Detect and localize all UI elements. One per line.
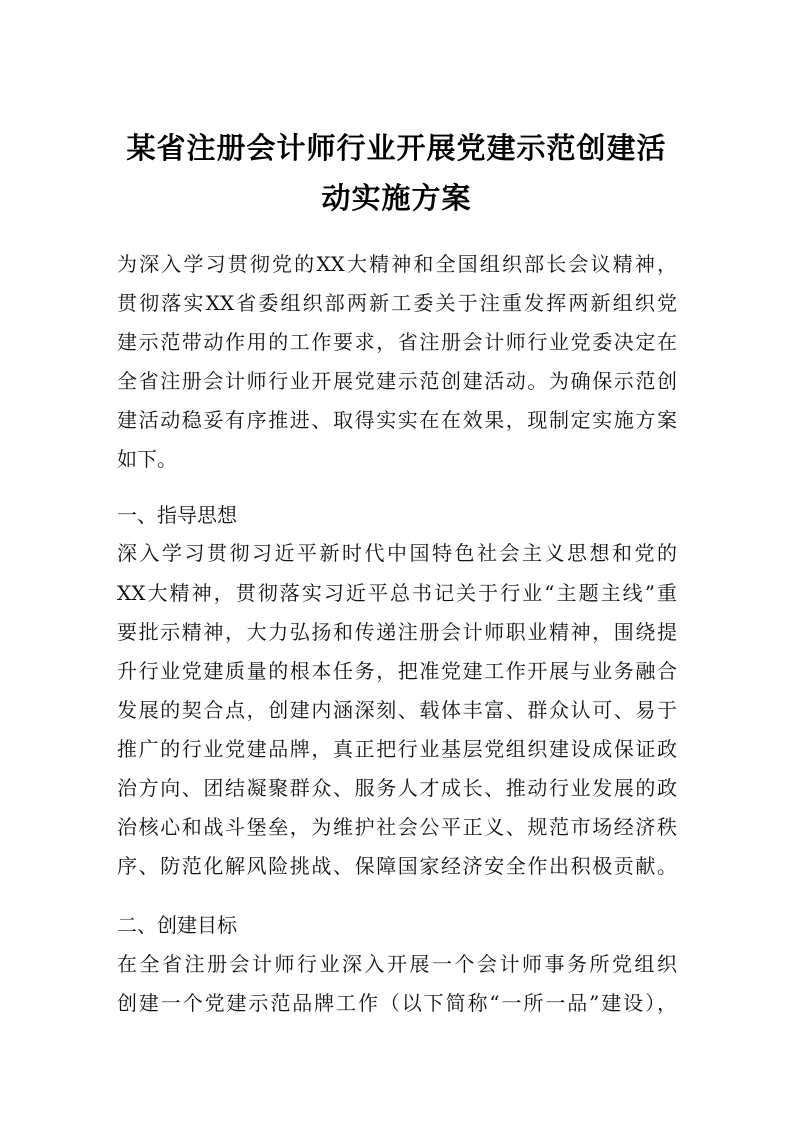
body-line: 建示范带动作用的工作要求，省注册会计师行业党委决定在 — [117, 330, 677, 354]
body-line: 深入学习贯彻习近平新时代中国特色社会主义思想和党的 — [117, 541, 677, 565]
body-line: 建活动稳妥有序推进、取得实实在在效果，现制定实施方案 — [117, 408, 677, 432]
section-heading: 一、指导思想 — [117, 503, 237, 527]
body-line: 贯彻落实XX省委组织部两新工委关于注重发挥两新组织党 — [117, 291, 677, 315]
body-line: 推广的行业党建品牌，真正把行业基层党组织建设成保证政 — [117, 737, 677, 761]
body-line: 为深入学习贯彻党的XX大精神和全国组织部长会议精神， — [117, 252, 677, 276]
body-line: 如下。 — [117, 447, 177, 471]
body-line: 升行业党建质量的根本任务，把准党建工作开展与业务融合 — [117, 659, 677, 683]
body-line: 在全省注册会计师行业深入开展一个会计师事务所党组织 — [117, 952, 677, 976]
body-line: 治方向、团结凝聚群众、服务人才成长、推动行业发展的政 — [117, 776, 677, 800]
document-title-line-2: 动实施方案 — [321, 181, 472, 215]
body-line: 创建一个党建示范品牌工作（以下简称“一所一品”建设）， — [117, 991, 677, 1015]
body-line: 要批示精神，大力弘扬和传递注册会计师职业精神，围绕提 — [117, 620, 677, 644]
body-line: XX大精神，贯彻落实习近平总书记关于行业“主题主线”重 — [117, 581, 677, 605]
body-line: 发展的契合点，创建内涵深刻、载体丰富、群众认可、易于 — [117, 698, 677, 722]
body-line: 序、防范化解风险挑战、保障国家经济安全作出积极贡献。 — [117, 854, 677, 878]
body-line: 治核心和战斗堡垒，为维护社会公平正义、规范市场经济秩 — [117, 815, 677, 839]
document-title-line-1: 某省注册会计师行业开展党建示范创建活 — [126, 131, 667, 165]
section-heading: 二、创建目标 — [117, 913, 237, 937]
body-line: 全省注册会计师行业开展党建示范创建活动。为确保示范创 — [117, 369, 677, 393]
